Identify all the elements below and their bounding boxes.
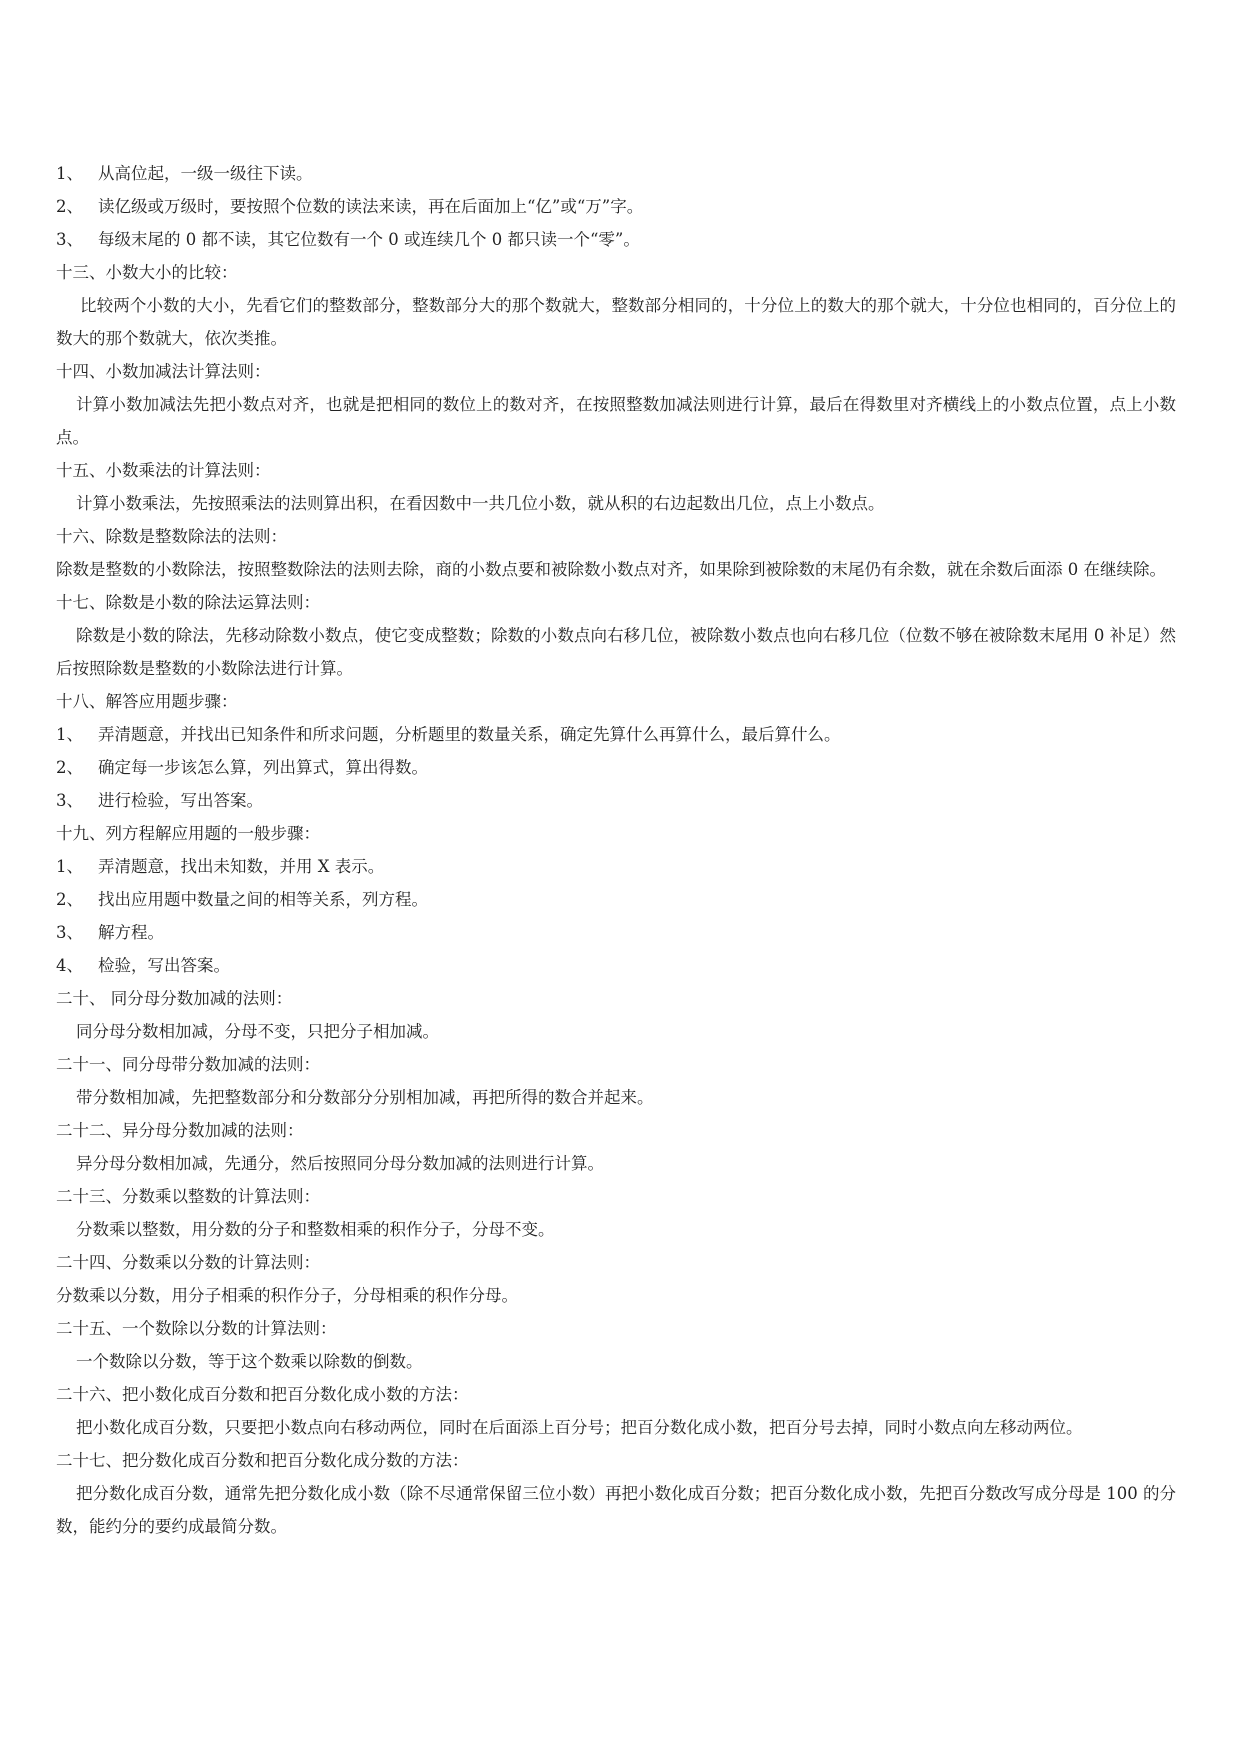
document-page <box>56 157 1176 1543</box>
section-paragraph: 分数乘以整数，用分数的分子和整数相乘的积作分子，分母不变。 <box>76 1220 555 1239</box>
list-text: 每级末尾的 0 都不读，其它位数有一个 0 或连续几个 0 都只读一个“零”。 <box>98 230 640 249</box>
list-item <box>56 949 1176 982</box>
list-number: 1、 <box>56 857 83 876</box>
list-number: 2、 <box>56 758 83 777</box>
list-text: 从高位起，一级一级往下读。 <box>98 164 313 183</box>
list-text: 读亿级或万级时，要按照个位数的读法来读，再在后面加上“亿”或“万”字。 <box>98 197 644 216</box>
section-heading: 十七、除数是小数的除法运算法则： <box>56 593 320 612</box>
section-paragraph: 带分数相加减，先把整数部分和分数部分分别相加减，再把所得的数合并起来。 <box>76 1088 654 1107</box>
section-heading: 二十五、一个数除以分数的计算法则： <box>56 1319 337 1338</box>
section-heading: 十六、除数是整数除法的法则： <box>56 527 287 546</box>
section-heading: 二十、 同分母分数加减的法则： <box>56 989 293 1008</box>
section-heading: 十九、列方程解应用题的一般步骤： <box>56 824 320 843</box>
section-heading: 二十二、异分母分数加减的法则： <box>56 1121 304 1140</box>
list-text: 弄清题意，并找出已知条件和所求问题，分析题里的数量关系，确定先算什么再算什么，最后算什么。 <box>98 725 841 744</box>
list-text: 解方程。 <box>98 923 164 942</box>
section-paragraph: 计算小数加减法先把小数点对齐，也就是把相同的数位上的数对齐，在按照整数加减法则进行计算，最后在得数里对齐横线上的小数点位置，点上小数点。 <box>56 395 1176 447</box>
section-heading: 十八、解答应用题步骤： <box>56 692 238 711</box>
list-item <box>56 190 1176 223</box>
section-heading: 二十四、分数乘以分数的计算法则： <box>56 1253 320 1272</box>
section-paragraph: 把分数化成百分数，通常先把分数化成小数（除不尽通常保留三位小数）再把小数化成百分数；把百分数化成小数，先把百分数改写成分母是 100 的分数，能约分的要约成最简分数。 <box>56 1484 1176 1536</box>
list-item <box>56 784 1176 817</box>
list-number: 2、 <box>56 197 83 216</box>
section-paragraph: 比较两个小数的大小，先看它们的整数部分，整数部分大的那个数就大，整数部分相同的，十分位上的数大的那个就大，十分位也相同的，百分位上的数大的那个数就大，依次类推。 <box>56 296 1176 348</box>
list-number: 1、 <box>56 725 83 744</box>
list-item <box>56 718 1176 751</box>
section-paragraph: 一个数除以分数，等于这个数乘以除数的倒数。 <box>76 1352 423 1371</box>
section-heading: 二十三、分数乘以整数的计算法则： <box>56 1187 320 1206</box>
list-number: 1、 <box>56 164 83 183</box>
section-paragraph: 同分母分数相加减，分母不变，只把分子相加减。 <box>76 1022 439 1041</box>
section-paragraph: 计算小数乘法，先按照乘法的法则算出积，在看因数中一共几位小数，就从积的右边起数出几位，点上小数点。 <box>76 494 885 513</box>
list-text: 找出应用题中数量之间的相等关系，列方程。 <box>98 890 428 909</box>
list-number: 3、 <box>56 791 83 810</box>
list-number: 3、 <box>56 923 83 942</box>
list-number: 2、 <box>56 890 83 909</box>
list-item <box>56 916 1176 949</box>
list-item <box>56 223 1176 256</box>
section-heading: 十四、小数加减法计算法则： <box>56 362 271 381</box>
list-item <box>56 157 1176 190</box>
list-text: 检验，写出答案。 <box>98 956 230 975</box>
section-heading: 二十六、把小数化成百分数和把百分数化成小数的方法： <box>56 1385 469 1404</box>
list-text: 确定每一步该怎么算，列出算式，算出得数。 <box>98 758 428 777</box>
section-paragraph: 除数是小数的除法，先移动除数小数点，使它变成整数；除数的小数点向右移几位，被除数小数点也向右移几位（位数不够在被除数末尾用 0 补足）然后按照除数是整数的小数除法进行计算。 <box>56 626 1176 678</box>
section-heading: 十五、小数乘法的计算法则： <box>56 461 271 480</box>
list-item <box>56 883 1176 916</box>
section-heading: 二十七、把分数化成百分数和把百分数化成分数的方法： <box>56 1451 469 1470</box>
section-heading: 十三、小数大小的比较： <box>56 263 238 282</box>
list-number: 3、 <box>56 230 83 249</box>
section-paragraph: 异分母分数相加减，先通分，然后按照同分母分数加减的法则进行计算。 <box>76 1154 604 1173</box>
list-number: 4、 <box>56 956 83 975</box>
list-item <box>56 850 1176 883</box>
list-text: 进行检验，写出答案。 <box>98 791 263 810</box>
list-text: 弄清题意，找出未知数，并用 X 表示。 <box>98 857 385 876</box>
section-heading: 二十一、同分母带分数加减的法则： <box>56 1055 320 1074</box>
section-paragraph: 分数乘以分数，用分子相乘的积作分子，分母相乘的积作分母。 <box>56 1286 518 1305</box>
section-paragraph: 除数是整数的小数除法，按照整数除法的法则去除，商的小数点要和被除数小数点对齐，如果除到被除数的末尾仍有余数，就在余数后面添 0 在继续除。 <box>56 560 1166 579</box>
list-item <box>56 751 1176 784</box>
section-paragraph: 把小数化成百分数，只要把小数点向右移动两位，同时在后面添上百分号；把百分数化成小数，把百分号去掉，同时小数点向左移动两位。 <box>76 1418 1083 1437</box>
